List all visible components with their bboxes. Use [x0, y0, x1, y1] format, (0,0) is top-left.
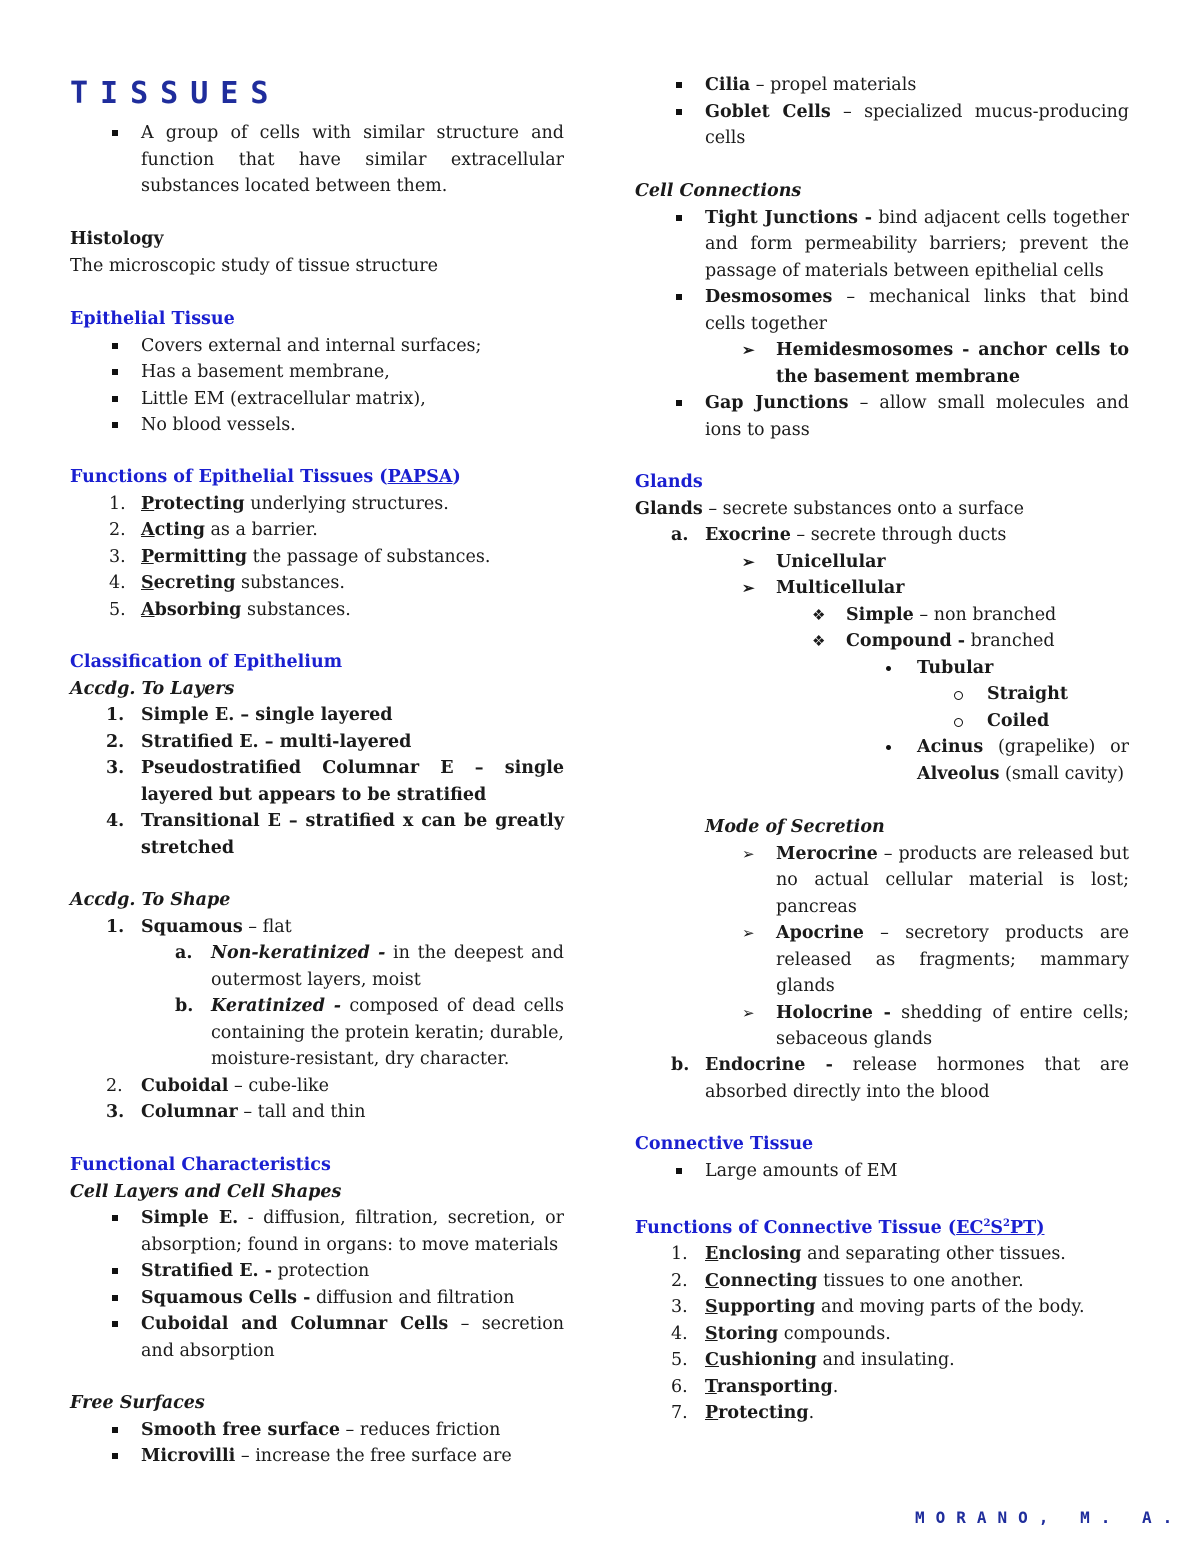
item-tail: the passage of substances. — [247, 546, 491, 567]
list-item — [70, 1258, 564, 1285]
epithelial-section — [70, 306, 564, 439]
item-tail: protection — [272, 1261, 370, 1281]
item-tail: and separating other tissues. — [801, 1244, 1066, 1265]
item-tail: (grapelike) or — [983, 737, 1129, 757]
list-item — [635, 575, 1129, 602]
keyword: Endocrine - — [705, 1055, 833, 1075]
first-letter: T — [705, 1376, 717, 1397]
item-tail: – products are released but no actual cellular material is lost; pancreas — [776, 843, 1129, 917]
first-letter: A — [141, 520, 155, 540]
glands-section — [635, 469, 1129, 787]
diamond-bullet-icon: ❖ — [812, 632, 826, 650]
item-tail: – propel materials — [750, 75, 917, 95]
list-number: 5. — [109, 599, 126, 620]
list-number: 7. — [671, 1403, 688, 1424]
list-item — [70, 386, 564, 413]
keyword: cting — [154, 520, 205, 540]
acronym: PAPSA — [387, 467, 453, 487]
epithelial-functions-section — [70, 464, 564, 623]
list-item-text: Has a basement membrane, — [141, 362, 390, 382]
list-number: 1. — [106, 705, 125, 725]
square-bullet-icon — [112, 1295, 118, 1301]
list-item — [635, 681, 1129, 708]
first-letter: S — [141, 573, 154, 593]
arrow-bullet-icon: ➢ — [742, 924, 755, 942]
keyword: Merocrine — [776, 843, 878, 864]
square-bullet-icon — [112, 1427, 118, 1433]
keyword: Alveolus — [917, 763, 1000, 784]
keyword: Goblet Cells — [705, 101, 831, 122]
square-bullet-icon — [676, 82, 682, 88]
item-tail: bind adjacent cells together and form permeability barriers; prevent the passage of materials between epithelial cells — [705, 207, 1129, 281]
list-item — [635, 390, 1129, 443]
list-item — [70, 1311, 564, 1364]
keyword: Simple E. — [141, 1208, 239, 1228]
first-letter: C — [705, 1350, 719, 1371]
cell-layers-heading: Cell Layers and Cell Shapes — [70, 1181, 342, 1202]
square-bullet-icon — [112, 1268, 118, 1274]
mode-section — [635, 814, 1129, 1053]
list-item — [70, 359, 564, 386]
list-item — [70, 412, 564, 439]
keyword: Cuboidal and Columnar Cells — [141, 1314, 449, 1334]
list-number: 3. — [106, 1102, 125, 1122]
connections-heading: Cell Connections — [635, 181, 802, 201]
classification-section — [70, 649, 564, 861]
keyword: Cilia — [705, 75, 751, 95]
arrow-bullet-icon: ➢ — [742, 579, 755, 597]
list-item-text: Transitional E – stratified x can be greatly stretched — [141, 811, 564, 858]
keyword: Apocrine — [776, 923, 864, 943]
square-bullet-icon — [676, 215, 682, 221]
list-item-text: Simple E. – single layered — [141, 705, 393, 725]
item-tail: – non branched — [913, 604, 1057, 625]
keyword: bsorbing — [154, 599, 242, 620]
list-number: 3. — [106, 758, 125, 778]
keyword: Acinus — [917, 737, 984, 757]
item-tail: – secretory products are released as fragments; mammary glands — [776, 923, 1129, 996]
acronym — [956, 1218, 1044, 1238]
list-item — [70, 993, 564, 1073]
free-surfaces-section — [70, 1390, 564, 1470]
list-number: 1. — [106, 916, 125, 937]
arrow-bullet-icon: ➢ — [742, 1003, 755, 1022]
square-bullet-icon — [676, 400, 682, 406]
list-item — [635, 1321, 1129, 1348]
item-tail: and moving parts of the body. — [815, 1297, 1085, 1318]
list-item — [70, 702, 564, 729]
shape-section — [70, 887, 564, 1126]
keyword: Compound - — [846, 631, 966, 651]
first-letter: S — [705, 1297, 718, 1318]
dot-bullet-icon — [886, 666, 891, 671]
keyword: Hemidesmosomes - anchor cells to the basement membrane — [776, 340, 1129, 387]
item-tail: – mechanical links that bind cells together — [705, 287, 1129, 334]
item-tail: diffusion and filtration — [310, 1287, 515, 1308]
list-item-text: Little EM (extracellular matrix), — [141, 388, 426, 409]
square-bullet-icon — [112, 422, 118, 428]
item-tail: composed of dead cells containing the protein keratin; durable, moisture-resistant, dry character. — [211, 996, 564, 1069]
first-letter: A — [141, 599, 155, 620]
glands-heading: Glands — [635, 472, 703, 492]
list-letter: a. — [175, 943, 193, 963]
list-number: 3. — [671, 1297, 688, 1318]
list-item — [70, 729, 564, 756]
keyword: Columnar — [141, 1102, 238, 1122]
heading-text: Functions of Connective Tissue ( — [635, 1217, 957, 1238]
list-number: 3. — [109, 546, 126, 567]
list-letter: b. — [175, 996, 194, 1016]
list-item — [70, 755, 564, 808]
item-tail: – secretion and absorption — [141, 1314, 564, 1361]
keyword: onnecting — [718, 1270, 818, 1291]
acronym-part: S — [990, 1217, 1004, 1238]
keyword: Stratified E. - — [141, 1261, 272, 1281]
epithelial-heading: Epithelial Tissue — [70, 309, 235, 329]
square-bullet-icon — [112, 1453, 118, 1459]
list-item — [635, 549, 1129, 576]
keyword: Gap Junctions — [705, 393, 849, 413]
list-letter: a. — [671, 525, 689, 545]
keyword: Squamous Cells - — [141, 1287, 311, 1308]
list-item — [635, 1052, 1129, 1105]
mode-heading: Mode of Secretion — [705, 817, 885, 837]
list-item — [635, 205, 1129, 285]
list-item — [635, 1268, 1129, 1295]
list-item — [635, 920, 1129, 1000]
item-tail: – reduces friction — [339, 1419, 501, 1440]
keyword: Smooth free surface — [141, 1419, 340, 1440]
list-item-text: Covers external and internal surfaces; — [141, 335, 482, 356]
list-number: 2. — [106, 1075, 123, 1096]
item-tail: (small cavity) — [999, 763, 1125, 784]
square-bullet-icon — [112, 343, 118, 349]
list-item — [70, 914, 564, 941]
list-number: 1. — [109, 493, 126, 514]
square-bullet-icon — [112, 1321, 118, 1327]
list-item — [70, 1417, 564, 1444]
item-tail: branched — [965, 631, 1055, 651]
list-item — [70, 491, 564, 518]
histology-text: The microscopic study of tissue structure — [70, 255, 439, 276]
item-tail: – cube-like — [228, 1075, 330, 1096]
list-item-text: Large amounts of EM — [705, 1160, 898, 1181]
list-item — [70, 517, 564, 544]
keyword: Tight Junctions - — [705, 207, 873, 228]
list-letter: b. — [671, 1055, 690, 1075]
acronym-part: EC — [956, 1217, 984, 1238]
item-tail: and insulating. — [816, 1350, 955, 1371]
arrow-bullet-icon: ➢ — [742, 552, 755, 571]
layers-heading: Accdg. To Layers — [70, 678, 235, 699]
functions-heading — [70, 464, 564, 491]
first-letter: C — [705, 1270, 719, 1291]
list-number: 4. — [106, 811, 125, 831]
square-bullet-icon — [112, 396, 118, 402]
keyword: Microvilli — [141, 1446, 236, 1466]
list-item — [635, 628, 1129, 655]
intro-bullet — [70, 120, 564, 200]
keyword: nclosing — [718, 1244, 802, 1265]
keyword: Multicellular — [776, 578, 905, 598]
square-bullet-icon — [676, 294, 682, 300]
list-item — [635, 72, 1129, 99]
item-tail: release hormones that are absorbed directly into the blood — [705, 1055, 1129, 1102]
first-letter: E — [705, 1244, 719, 1265]
keyword: ermitting — [153, 546, 247, 567]
functional-section — [70, 1152, 564, 1364]
list-number: 2. — [671, 1270, 688, 1291]
list-item — [70, 544, 564, 571]
item-tail: tissues to one another. — [817, 1270, 1024, 1291]
list-item — [635, 284, 1129, 337]
list-item — [635, 655, 1129, 682]
keyword: Squamous — [141, 916, 243, 937]
list-item — [635, 99, 1129, 152]
author-footer: MORANO, M. A. — [915, 1508, 1184, 1527]
item-tail: underlying structures. — [244, 493, 449, 514]
list-item — [70, 808, 564, 861]
intro-section — [70, 120, 564, 200]
item-tail: – allow small molecules and ions to pass — [705, 393, 1129, 440]
intro-text: A group of cells with similar structure and function that have similar extracellular substances located between them. — [141, 123, 564, 196]
acronym-part: PT) — [1010, 1217, 1045, 1238]
arrow-bullet-icon: ➢ — [742, 341, 755, 359]
item-tail: – tall and thin — [237, 1102, 366, 1122]
keyword: ransporting — [716, 1376, 833, 1397]
keyword: Keratinized - — [211, 996, 342, 1016]
keyword: toring — [717, 1323, 779, 1344]
keyword: Straight — [987, 684, 1068, 704]
heading-end: ) — [452, 467, 461, 487]
keyword: Unicellular — [776, 551, 886, 572]
list-number: 4. — [109, 573, 126, 593]
item-tail: – secrete through ducts — [790, 525, 1007, 545]
endocrine-section — [635, 1052, 1129, 1105]
first-letter: P — [141, 493, 155, 514]
list-item-text: Pseudostratified Columnar E – single layered but appears to be stratified — [141, 758, 564, 805]
list-item — [635, 1294, 1129, 1321]
list-item — [635, 1158, 1129, 1185]
list-number: 5. — [671, 1350, 688, 1371]
list-item — [635, 1374, 1129, 1401]
list-number: 2. — [106, 731, 125, 752]
keyword: Tubular — [917, 657, 994, 678]
item-tail: – increase the free surface are — [235, 1446, 512, 1466]
square-bullet-icon — [676, 1168, 682, 1174]
list-item — [70, 1099, 564, 1126]
diamond-bullet-icon: ❖ — [812, 605, 826, 624]
item-tail: – specialized mucus-producing cells — [705, 101, 1129, 148]
item-tail: – secrete substances onto a surface — [702, 498, 1024, 519]
ct-functions-heading — [635, 1211, 1129, 1241]
list-number: 4. — [671, 1323, 688, 1344]
item-tail: as a barrier. — [204, 520, 318, 540]
keyword: Non-keratinized - — [211, 943, 386, 963]
glands-definition — [635, 496, 1129, 523]
item-tail: – flat — [242, 916, 292, 937]
square-bullet-icon — [676, 109, 682, 115]
keyword: rotecting — [718, 1403, 809, 1424]
list-item — [635, 1400, 1129, 1427]
list-item-text: No blood vessels. — [141, 415, 296, 435]
keyword: Glands — [635, 498, 703, 519]
item-tail: . — [832, 1376, 839, 1397]
list-item — [635, 734, 1129, 787]
keyword: upporting — [717, 1297, 816, 1318]
list-item — [70, 940, 564, 993]
acronym-superscript: 2 — [983, 1218, 991, 1229]
page-title: TISSUES — [70, 76, 281, 111]
list-number: 1. — [671, 1244, 688, 1265]
cilia-section — [635, 72, 1129, 152]
first-letter: P — [141, 546, 154, 567]
keyword: Coiled — [987, 710, 1050, 731]
item-tail: substances. — [241, 599, 351, 620]
circle-bullet-icon — [954, 691, 963, 700]
heading-text: Functions of Epithelial Tissues ( — [70, 467, 388, 487]
list-item — [70, 1443, 564, 1470]
shape-heading: Accdg. To Shape — [70, 890, 231, 910]
list-item — [70, 333, 564, 360]
keyword: Cuboidal — [141, 1075, 229, 1096]
keyword: rotecting — [154, 493, 245, 514]
dot-bullet-icon — [886, 745, 891, 750]
list-item — [635, 1347, 1129, 1374]
keyword: ushioning — [718, 1350, 817, 1371]
acronym-superscript: 2 — [1003, 1218, 1011, 1229]
histology-section — [70, 226, 564, 279]
square-bullet-icon — [112, 130, 118, 136]
list-item — [70, 570, 564, 597]
square-bullet-icon — [112, 1215, 118, 1221]
connective-functions-section — [635, 1211, 1129, 1427]
list-item — [635, 708, 1129, 735]
histology-heading: Histology — [70, 229, 164, 249]
list-item — [635, 337, 1129, 390]
free-heading: Free Surfaces — [70, 1393, 205, 1413]
list-item — [70, 597, 564, 624]
circle-bullet-icon — [954, 718, 963, 727]
functional-heading: Functional Characteristics — [70, 1155, 331, 1175]
keyword: Holocrine - — [776, 1002, 891, 1023]
first-letter: P — [705, 1403, 719, 1424]
connective-heading: Connective Tissue — [635, 1134, 814, 1154]
item-tail: in the deepest and outermost layers, moist — [211, 943, 564, 990]
list-item — [70, 1205, 564, 1258]
keyword: Simple — [846, 604, 914, 625]
item-tail: compounds. — [778, 1323, 891, 1344]
arrow-bullet-icon: ➢ — [742, 844, 755, 863]
list-item — [70, 1073, 564, 1100]
classification-heading: Classification of Epithelium — [70, 652, 343, 672]
keyword: ecreting — [153, 573, 236, 593]
keyword: Exocrine — [705, 525, 791, 545]
keyword: Desmosomes — [705, 287, 833, 307]
list-item — [635, 522, 1129, 549]
item-tail: substances. — [235, 573, 345, 593]
square-bullet-icon — [112, 369, 118, 375]
list-item — [635, 602, 1129, 629]
item-tail: shedding of entire cells; sebaceous glands — [776, 1002, 1129, 1049]
cell-connections-section — [635, 178, 1129, 443]
list-number: 6. — [671, 1376, 688, 1397]
list-item — [635, 1000, 1129, 1053]
list-item — [635, 841, 1129, 921]
first-letter: S — [705, 1323, 718, 1344]
item-tail: . — [808, 1403, 815, 1424]
list-item — [635, 1241, 1129, 1268]
item-tail: - diffusion, filtration, secretion, or absorption; found in organs: to move materials — [141, 1208, 564, 1255]
connective-section — [635, 1131, 1129, 1184]
list-item — [70, 1285, 564, 1312]
list-item-text: Stratified E. – multi-layered — [141, 731, 412, 752]
list-number: 2. — [109, 520, 126, 540]
